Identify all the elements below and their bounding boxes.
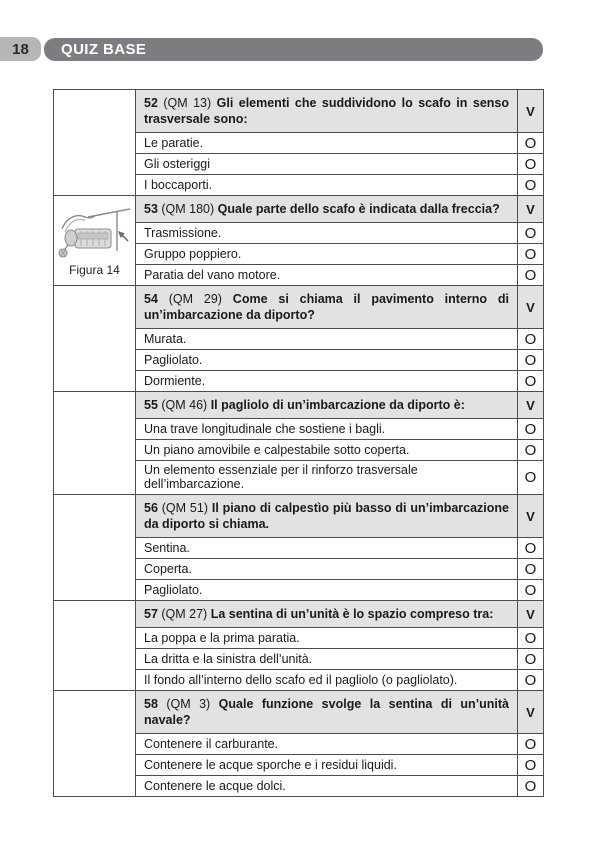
- question-figure-cell-empty: [54, 601, 136, 691]
- question-text-cell: [136, 495, 518, 538]
- question-text: Il pagliolo di un’imbarcazione da diporto è:: [210, 398, 465, 412]
- question-figure-cell-empty: [54, 691, 136, 797]
- answer-text: Trasmissione.: [136, 223, 518, 244]
- question-number: 54: [144, 292, 158, 306]
- answer-text: La poppa e la prima paratia.: [136, 628, 518, 649]
- question-number: 57: [144, 607, 158, 621]
- answer-text: Le paratie.: [136, 133, 518, 154]
- answer-marker: O: [518, 755, 544, 776]
- question-code: (QM 46): [157, 398, 211, 412]
- question-text-cell: [136, 691, 518, 734]
- question-row: [54, 495, 544, 538]
- question-text: Come si chiama il pavimento interno di un’imbarcazione da diporto?: [144, 292, 509, 322]
- question-code: (QM 27): [157, 607, 211, 621]
- question-number: 53: [144, 202, 158, 216]
- question-text-cell: [136, 196, 518, 223]
- valid-column-header: V: [518, 691, 544, 734]
- question-row: [54, 286, 544, 329]
- question-number: 52: [144, 96, 158, 110]
- figure-arrow: [118, 231, 128, 241]
- question-text: Il piano di calpestìo più basso di un’imbarcazione da diporto si chiama.: [144, 501, 509, 531]
- question-number: 56: [144, 501, 158, 515]
- question-figure-cell: [54, 196, 136, 286]
- question-text-cell: [136, 286, 518, 329]
- question-code: (QM 51): [157, 501, 212, 515]
- question-number: 55: [144, 398, 158, 412]
- answer-marker: O: [518, 329, 544, 350]
- section-title-bar: [44, 38, 543, 61]
- question-code: (QM 29): [157, 292, 233, 306]
- question-text-cell: [136, 90, 518, 133]
- valid-column-header: V: [518, 392, 544, 419]
- answer-marker: O: [518, 265, 544, 286]
- answer-marker: O: [518, 440, 544, 461]
- answer-marker: O: [518, 133, 544, 154]
- answer-marker: O: [518, 223, 544, 244]
- question-row: [54, 691, 544, 734]
- question-figure-cell-empty: [54, 495, 136, 601]
- answer-text: Pagliolato.: [136, 580, 518, 601]
- answer-text: Contenere le acque dolci.: [136, 776, 518, 797]
- answer-marker: O: [518, 175, 544, 196]
- question-text-cell: [136, 601, 518, 628]
- answer-marker: O: [518, 350, 544, 371]
- answer-marker: O: [518, 649, 544, 670]
- question-text: Gli elementi che suddividono lo scafo in senso trasversale sono:: [144, 96, 509, 126]
- question-code: (QM 180): [157, 202, 218, 216]
- answer-text: Coperta.: [136, 559, 518, 580]
- question-code: (QM 13): [157, 96, 217, 110]
- answer-text: Un elemento essenziale per il rinforzo trasversale dell’imbarcazione.: [136, 461, 518, 495]
- question-row: [54, 90, 544, 133]
- answer-marker: O: [518, 154, 544, 175]
- answer-text: Dormiente.: [136, 371, 518, 392]
- valid-column-header: V: [518, 495, 544, 538]
- question-text-cell: [136, 392, 518, 419]
- answer-text: Paratia del vano motore.: [136, 265, 518, 286]
- answer-marker: O: [518, 461, 544, 495]
- section-title: QUIZ BASE: [61, 41, 147, 58]
- question-figure-cell-empty: [54, 286, 136, 392]
- answer-marker: O: [518, 419, 544, 440]
- question-code: (QM 3): [157, 697, 219, 711]
- quiz-table: [53, 89, 544, 797]
- answer-text: Murata.: [136, 329, 518, 350]
- engine-figure-drawing: [58, 205, 132, 259]
- answer-marker: O: [518, 670, 544, 691]
- question-row: [54, 196, 544, 223]
- question-figure-cell-empty: [54, 90, 136, 196]
- valid-column-header: V: [518, 90, 544, 133]
- answer-text: Pagliolato.: [136, 350, 518, 371]
- answer-marker: O: [518, 538, 544, 559]
- answer-marker: O: [518, 371, 544, 392]
- answer-marker: O: [518, 734, 544, 755]
- valid-column-header: V: [518, 286, 544, 329]
- answer-marker: O: [518, 580, 544, 601]
- page-number-badge: [0, 37, 41, 61]
- answer-text: Una trave longitudinale che sostiene i bagli.: [136, 419, 518, 440]
- question-figure-cell-empty: [54, 392, 136, 495]
- valid-column-header: V: [518, 196, 544, 223]
- answer-text: La dritta e la sinistra dell’unità.: [136, 649, 518, 670]
- question-text: Quale parte dello scafo è indicata dalla freccia?: [217, 202, 500, 216]
- question-text: La sentina di un’unità è lo spazio compreso tra:: [210, 607, 494, 621]
- question-row: [54, 601, 544, 628]
- answer-text: Contenere le acque sporche e i residui liquidi.: [136, 755, 518, 776]
- question-text: Quale funzione svolge la sentina di un’unità navale?: [144, 697, 509, 727]
- answer-marker: O: [518, 244, 544, 265]
- question-number: 58: [144, 697, 158, 711]
- answer-text: Contenere il carburante.: [136, 734, 518, 755]
- answer-text: Un piano amovibile e calpestabile sotto coperta.: [136, 440, 518, 461]
- valid-column-header: V: [518, 601, 544, 628]
- answer-text: Sentina.: [136, 538, 518, 559]
- answer-text: I boccaporti.: [136, 175, 518, 196]
- answer-marker: O: [518, 559, 544, 580]
- question-row: [54, 392, 544, 419]
- page-number: 18: [12, 40, 29, 58]
- answer-text: Gruppo poppiero.: [136, 244, 518, 265]
- answer-marker: O: [518, 628, 544, 649]
- answer-text: Il fondo all’interno dello scafo ed il pagliolo (o pagliolato).: [136, 670, 518, 691]
- figure-caption: Figura 14: [69, 262, 120, 277]
- answer-marker: O: [518, 776, 544, 797]
- answer-text: Gli osteriggi: [136, 154, 518, 175]
